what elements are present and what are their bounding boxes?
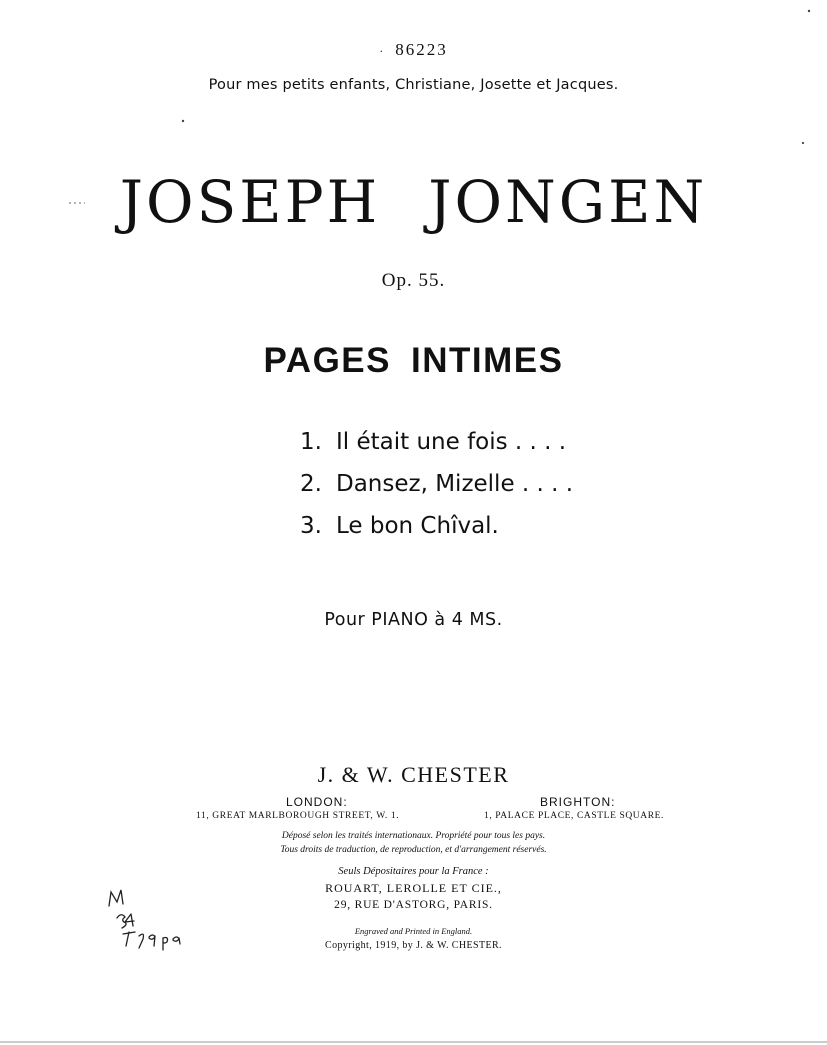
work-name: Dansez, Mizelle . . . . — [336, 471, 574, 497]
page-edge — [0, 1040, 827, 1045]
work-number: 3. — [300, 513, 322, 539]
bullet-icon: · — [379, 44, 386, 58]
composer-name — [0, 168, 827, 236]
brighton-label: BRIGHTON: — [540, 795, 616, 809]
work-number: 2. — [300, 471, 322, 497]
plate-number: · 86223 — [379, 40, 448, 59]
scan-speck — [180, 118, 186, 124]
work-item — [300, 508, 573, 550]
london-address: 11, GREAT MARLBOROUGH STREET, W. 1. — [196, 811, 400, 821]
scan-speck — [800, 140, 806, 146]
work-name: Il était une fois . . . . — [336, 429, 567, 455]
work-number: 1. — [300, 429, 322, 455]
title-word-2: INTIMES — [410, 341, 564, 380]
legal-notice-2: Tous droits de traduction, de reproduction, et d'arrangement réservés. — [280, 845, 547, 855]
london-label: LONDON: — [286, 795, 348, 809]
works-list — [300, 424, 573, 550]
paris-firm: ROUART, LEROLLE ET CIE., — [325, 881, 502, 895]
composer-last-name: JONGEN — [428, 168, 708, 236]
handwritten-mark-icon — [105, 888, 195, 958]
scan-speck — [68, 200, 88, 206]
composer-first-name: JOSEPH — [119, 168, 381, 236]
handwritten-library-mark — [105, 888, 195, 963]
work-title — [0, 341, 827, 381]
engraved-notice: Engraved and Printed in England. — [354, 926, 473, 936]
legal-notice-1: Déposé selon les traités internationaux. Propriété pour tous les pays. — [281, 831, 546, 841]
title-word-1: PAGES — [263, 341, 391, 380]
work-item — [300, 424, 573, 466]
dedication: Pour mes petits enfants, Christiane, Josette et Jacques. — [208, 77, 619, 93]
opus-number: Op. 55. — [381, 270, 446, 291]
paris-address: 29, RUE D'ASTORG, PARIS. — [334, 899, 493, 911]
work-item — [300, 466, 573, 508]
work-name: Le bon Chîval. — [336, 513, 499, 539]
publisher-name: J. & W. CHESTER — [317, 762, 510, 787]
scan-speck — [806, 8, 812, 14]
copyright-notice: Copyright, 1919, by J. & W. CHESTER. — [325, 940, 502, 951]
depositaires-label: Seuls Dépositaires pour la France : — [338, 866, 489, 877]
brighton-address: 1, PALACE PLACE, CASTLE SQUARE. — [484, 811, 665, 821]
instrumentation: Pour PIANO à 4 MS. — [324, 610, 503, 630]
